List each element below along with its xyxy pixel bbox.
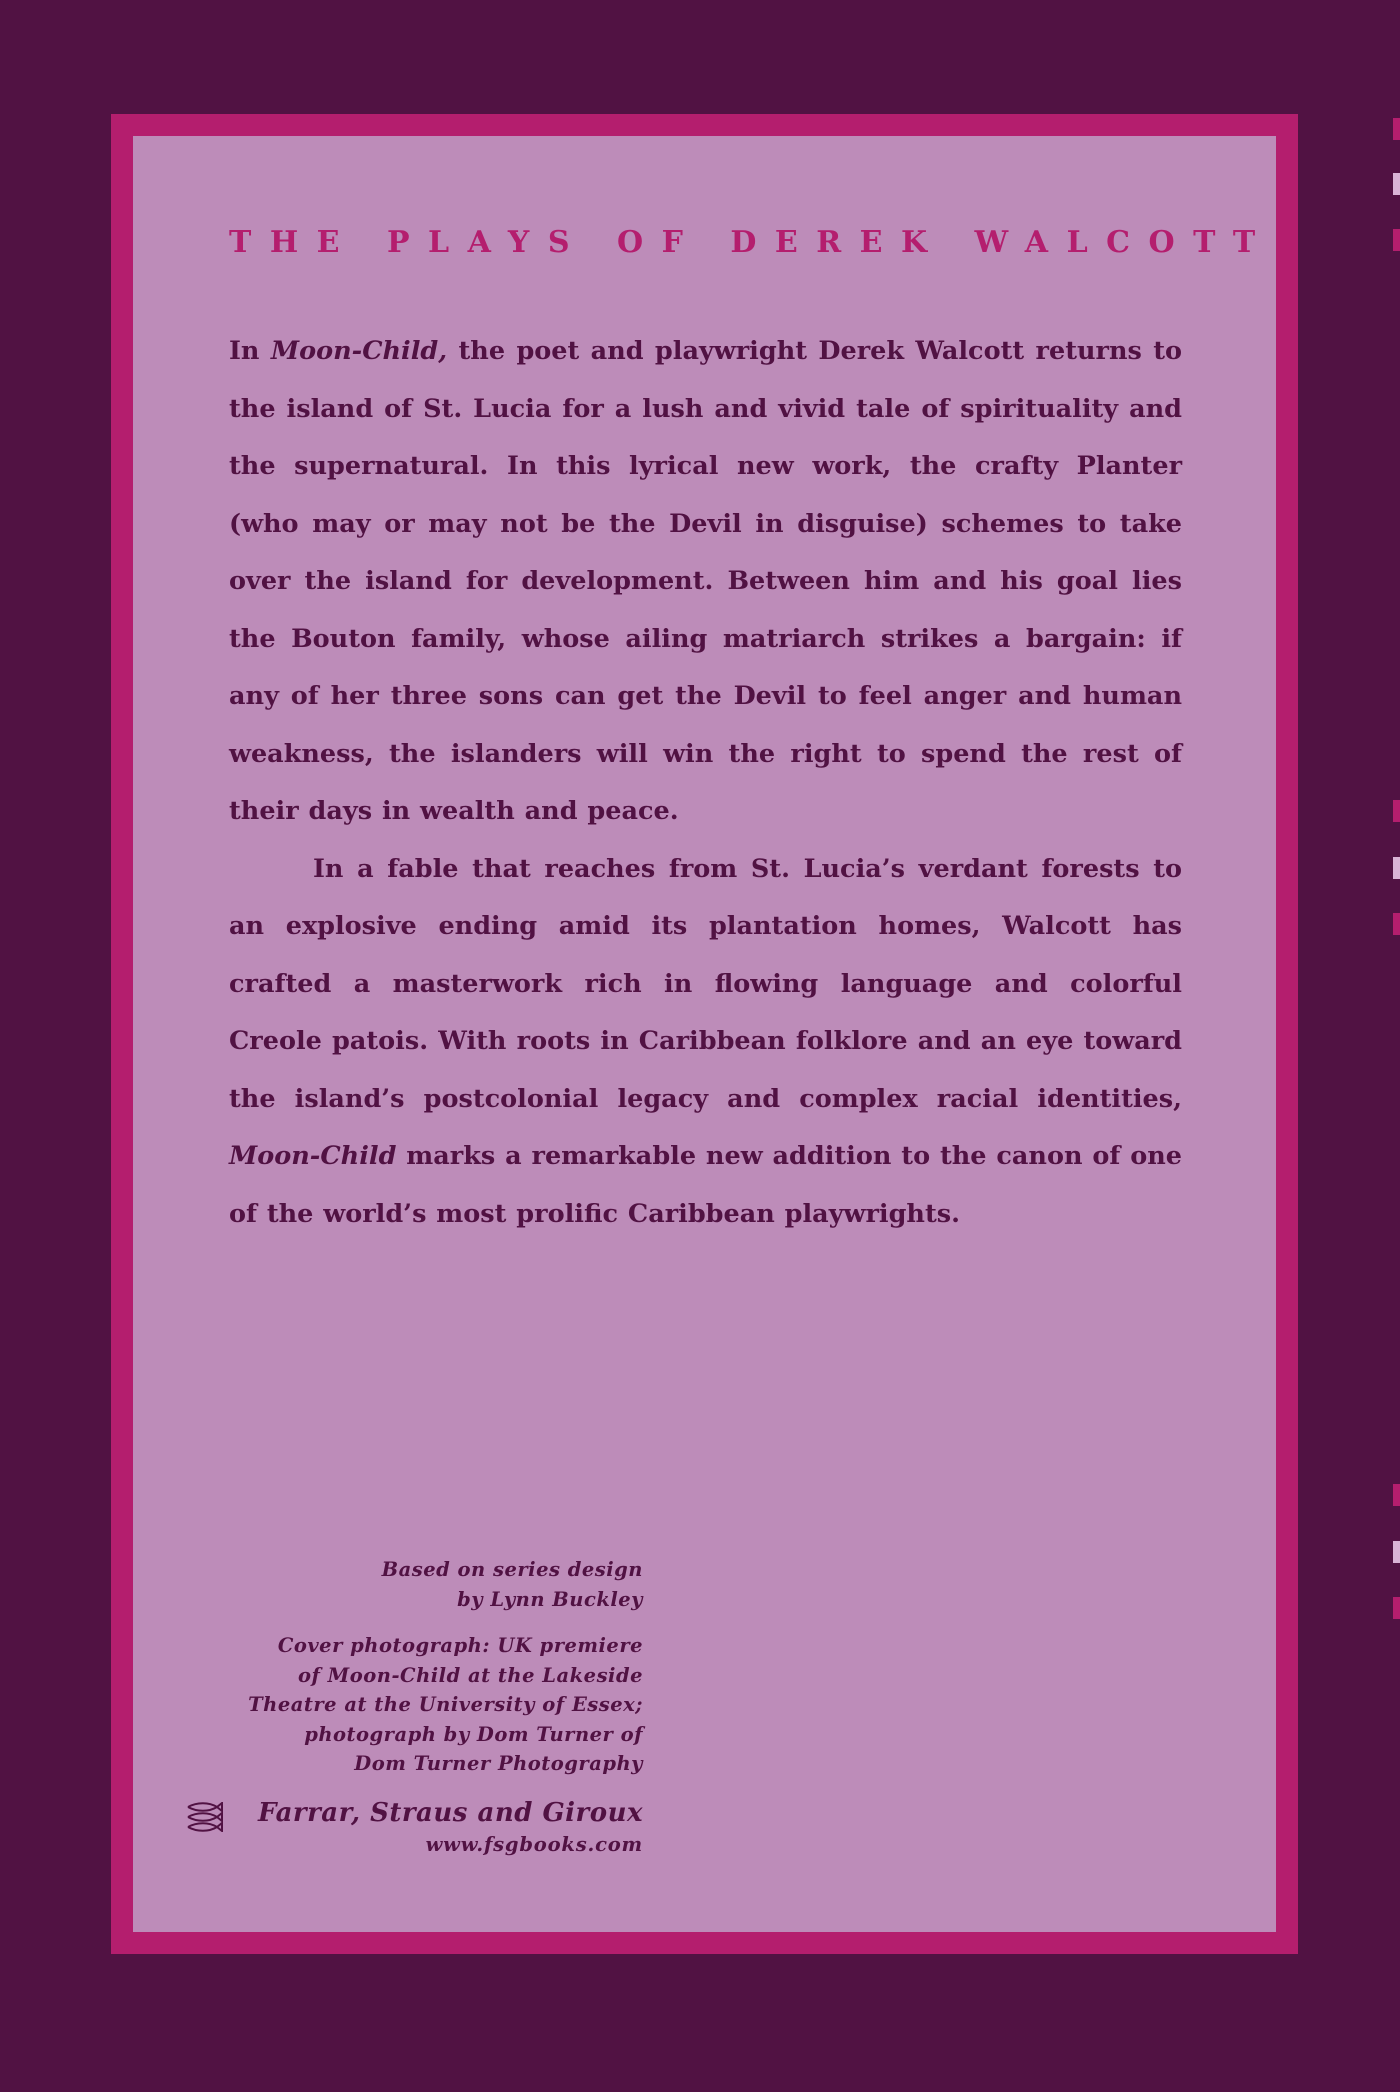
edge-color-mark xyxy=(1393,173,1400,195)
description-blurb xyxy=(229,323,1182,1243)
paragraph-1-text: the poet and playwright Derek Walcott returns to the island of St. Lucia for a lush and vivid tale of spirituality and the supernatural. In this lyrical new work, the crafty Planter (who may or may not be the Devil in disguise) schemes to take over the island for development. Between him and his goal lies the Bouton family, whose ailing matriarch strikes a bargain: if any of her three sons can get the Devil to feel anger and human weakness, the islanders will win the right to spend the rest of their days in wealth and peace. xyxy=(229,336,1183,826)
credit-line: of Moon-Child at the Lakeside xyxy=(298,1663,643,1687)
photo-credit xyxy=(170,1631,643,1779)
design-credit xyxy=(170,1555,643,1614)
paragraph-2-text-before: In a fable that reaches from St. Lucia’s verdant forests to an explosive ending amid its plantation homes, Walcott has crafted a masterwork rich in flowing language and colorful Creole patois. With roots in Caribbean folklore and an eye toward the island’s postcolonial legacy and complex racial identities, xyxy=(229,853,1182,1114)
credit-line: Dom Turner Photography xyxy=(354,1752,643,1775)
edge-color-mark xyxy=(1393,857,1400,879)
credit-line: Based on series design xyxy=(381,1558,643,1581)
description-paragraph-2 xyxy=(229,841,1182,1244)
edge-color-mark xyxy=(1393,1597,1400,1619)
credit-line: by Lynn Buckley xyxy=(457,1587,643,1611)
play-title-italic: Moon-Child xyxy=(229,1141,397,1171)
edge-color-mark xyxy=(1393,1541,1400,1563)
fsg-fish-logo-icon xyxy=(185,1802,223,1832)
series-title: THE PLAYS OF DEREK WALCOTT xyxy=(229,225,1274,260)
publisher-imprint xyxy=(180,1796,643,1862)
description-paragraph-1 xyxy=(229,323,1182,841)
edge-color-mark xyxy=(1393,118,1400,140)
play-title-italic: Moon-Child, xyxy=(270,336,448,366)
credit-line: Cover photograph: UK premiere xyxy=(277,1634,643,1657)
edge-color-mark xyxy=(1393,913,1400,935)
edge-color-mark xyxy=(1393,229,1400,251)
edge-color-mark xyxy=(1393,1484,1400,1506)
credits xyxy=(170,1555,643,1796)
paragraph-2-text-after: marks a remarkable new addition to the canon of one of the world’s most prolific Caribbean playwrights. xyxy=(229,1141,1183,1229)
publisher-name: Farrar, Straus and Giroux xyxy=(258,1798,643,1828)
paragraph-1-prefix: In xyxy=(229,336,271,366)
publisher-url: www.fsgbooks.com xyxy=(425,1833,643,1856)
credit-line: Theatre at the University of Essex; xyxy=(248,1693,643,1716)
edge-color-mark xyxy=(1393,800,1400,822)
credit-line: photograph by Dom Turner of xyxy=(304,1722,643,1746)
